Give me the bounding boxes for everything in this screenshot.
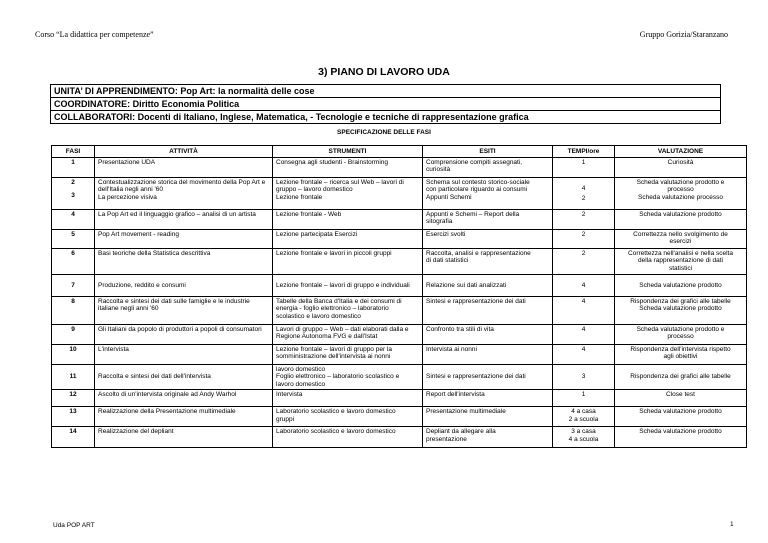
tempi-cell: 4: [553, 297, 615, 325]
valutazione-line: esercizi: [669, 238, 692, 246]
attivita-cell: L'intervista: [95, 345, 273, 365]
strumenti-line: Lavori di gruppo – Web – dati elaborati dalla e: [276, 326, 409, 333]
tempi-cell: 2: [553, 230, 615, 249]
strumenti-cell: [273, 345, 423, 365]
fase-cell: 10: [52, 345, 95, 365]
esiti-line: Appunti e Schemi – Report della: [426, 211, 520, 218]
coordinatore: COORDINATORE: Diritto Economia Politica: [51, 97, 720, 110]
strumenti-cell: Lezione frontale - Web: [273, 210, 423, 230]
tempi-cell: 4: [553, 345, 615, 365]
fase-cell: 1: [52, 158, 95, 178]
valutazione-line: statistici: [668, 264, 693, 272]
header-esiti: ESITI: [423, 146, 553, 158]
attivita-cell: Gli Italiani da popolo di produttori a popoli di consumatori: [95, 325, 273, 345]
esiti-cell: Report dell'intervista: [423, 390, 553, 407]
valutazione-cell: [615, 345, 747, 365]
tempi-line: 2 a scuola: [568, 415, 599, 423]
valutazione-line: processo: [667, 186, 694, 194]
valutazione-cell: [615, 230, 747, 249]
tempi-line: 4 a scuola: [568, 435, 599, 443]
attivita-line: Contestualizzazione storica del movimento della Pop Art e: [98, 179, 266, 186]
valutazione-line: Scheda valutazione processo: [638, 193, 723, 201]
attivita-cell: Pop Art movement - reading: [95, 230, 273, 249]
table-row: [52, 297, 747, 325]
strumenti-cell: Laboratorio scolastico e lavoro domestico: [273, 427, 423, 448]
fase-number: 3: [71, 192, 75, 200]
fase-cell: 6: [52, 249, 95, 275]
strumenti-line: Laboratorio scolastico e lavoro domestico: [276, 408, 396, 416]
valutazione-line: Scheda valutazione prodotto e: [636, 179, 725, 186]
esiti-cell: Relazione sui dati analizzati: [423, 275, 553, 297]
fase-cell: 9: [52, 325, 95, 345]
attivita-cell: La Pop Art ed il linguaggio grafico – analisi di un artista: [95, 210, 273, 230]
attivita-line: italiane negli anni '60: [98, 305, 159, 313]
table-row: [52, 365, 747, 390]
attivita-cell: Realizzazione della Presentazione multimediale: [95, 407, 273, 427]
tempi-line: 3 a casa: [571, 428, 596, 436]
strumenti-line: lavoro domestico: [276, 366, 326, 373]
tempi-cell: 1: [553, 158, 615, 178]
valutazione-line: Rispondenza dei grafici alle tabelle: [630, 298, 731, 305]
strumenti-line: Foglio elettronico – laboratorio scolastico e: [276, 373, 400, 381]
strumenti-line: gruppo – lavoro domestico: [276, 186, 353, 194]
strumenti-cell: [273, 325, 423, 345]
fase-cell: 11: [52, 365, 95, 390]
section-subtitle: SPECIFICAZIONE DELLE FASI: [337, 129, 431, 136]
strumenti-line: Lezione frontale – lavori di gruppo per la: [276, 346, 392, 353]
esiti-cell: Presentazione multimediale: [423, 407, 553, 427]
valutazione-cell: Scheda valutazione prodotto: [615, 210, 747, 230]
tempi-cell: 1: [553, 390, 615, 407]
attivita-cell: Raccolta e sintesi dei dati dell'intervista: [95, 365, 273, 390]
valutazione-line: processo: [667, 333, 694, 341]
esiti-line: Depliant da allegare alla: [426, 428, 496, 436]
tempi-cell: [553, 407, 615, 427]
strumenti-line: Tabelle della Banca d'Italia e dei consumi di: [276, 298, 402, 305]
strumenti-cell: Lezione partecipata Esercizi: [273, 230, 423, 249]
valutazione-line: agli obiettivi: [663, 353, 698, 361]
table-row: [52, 325, 747, 345]
tempi-cell: 2: [553, 249, 615, 275]
table-row: [52, 210, 747, 230]
table-row: [52, 249, 747, 275]
attivita-cell: Ascolto di un'intervista originale ad Andy Warhol: [95, 390, 273, 407]
strumenti-cell: [273, 365, 423, 390]
strumenti-line: somministrazione dell'intervista ai nonni: [276, 353, 391, 361]
tempi-value: 4: [581, 185, 586, 192]
strumenti-line: energia - foglio elettronico – laboratorio: [276, 305, 389, 313]
table-header-row: [52, 146, 747, 158]
tempi-cell: 4: [553, 275, 615, 297]
valutazione-line: Scheda valutazione prodotto e: [636, 326, 725, 333]
valutazione-line: Correttezza nello svolgimento de: [633, 231, 728, 238]
strumenti-cell: Intervista: [273, 390, 423, 407]
valutazione-cell: [615, 178, 747, 210]
uda-info-box: [50, 84, 721, 124]
strumenti-cell: Lezione frontale e lavori in piccoli gruppi: [273, 249, 423, 275]
valutazione-cell: [615, 297, 747, 325]
tempi-cell: [553, 178, 615, 210]
tempi-line: 4 a casa: [571, 408, 596, 416]
valutazione-cell: [615, 249, 747, 275]
table-row: [52, 230, 747, 249]
attivita-cell: Presentazione UDA: [95, 158, 273, 178]
strumenti-cell: [273, 297, 423, 325]
table-row: [52, 390, 747, 407]
esiti-cell: [423, 210, 553, 230]
strumenti-cell: Lezione frontale – lavori di gruppo e individuali: [273, 275, 423, 297]
header-group: Gruppo Gorizia/Staranzano: [639, 30, 728, 39]
header-valutazione: VALUTAZIONE: [615, 146, 747, 158]
valutazione-line: Correttezza nell'analisi e nella scelta: [628, 250, 733, 257]
fase-cell: 5: [52, 230, 95, 249]
uda-title: UNITA’ DI APPRENDIMENTO: Pop Art: la normalità delle cose: [54, 86, 315, 96]
valutazione-line: Rispondenza dell'intervista rispetto: [630, 346, 731, 353]
esiti-cell: [423, 427, 553, 448]
strumenti-cell: [273, 407, 423, 427]
header-strumenti: STRUMENTI: [273, 146, 423, 158]
strumenti-line: Lezione frontale: [276, 193, 323, 201]
esiti-cell: [423, 249, 553, 275]
strumenti-line: Lezione frontale – ricerca sul Web – lavori di: [276, 179, 404, 186]
esiti-cell: [423, 158, 553, 178]
attivita-line: La percezione visiva: [98, 193, 157, 201]
valutazione-cell: Rispondenza dei grafici alle tabelle: [615, 365, 747, 390]
esiti-line: Comprensione compiti assegnati,: [426, 159, 523, 166]
tempi-cell: 2: [553, 210, 615, 230]
fase-cell: 7: [52, 275, 95, 297]
valutazione-cell: [615, 325, 747, 345]
attivita-line: dell'Italia negli anni '60: [98, 186, 163, 194]
esiti-cell: Confronto tra stili di vita: [423, 325, 553, 345]
esiti-line: di dati statistici: [426, 257, 469, 265]
valutazione-line: della rappresentazione di dati: [638, 257, 723, 265]
strumenti-line: gruppi: [276, 415, 295, 423]
table-row: [52, 158, 747, 178]
fase-cell: 14: [52, 427, 95, 448]
attivita-cell: Realizzazione del depliant: [95, 427, 273, 448]
tempi-cell: 3: [553, 365, 615, 390]
tempi-cell: [553, 427, 615, 448]
esiti-line: sitografia: [426, 218, 453, 226]
valutazione-cell: Curiosità: [615, 158, 747, 178]
page-title: 3) PIANO DI LAVORO UDA: [318, 66, 450, 78]
fase-cell: 13: [52, 407, 95, 427]
valutazione-line: Scheda valutazione prodotto: [639, 305, 722, 313]
esiti-cell: Sintesi e rappresentazione dei dati: [423, 297, 553, 325]
strumenti-line: lavoro domestico: [276, 380, 326, 388]
esiti-line: presentazione: [426, 435, 467, 443]
table-row: [52, 275, 747, 297]
attivita-line: Raccolta e sintesi dei dati sulle famiglie e le industrie: [98, 298, 250, 305]
valutazione-cell: Scheda valutazione prodotto: [615, 275, 747, 297]
valutazione-cell: Scheda valutazione prodotto: [615, 427, 747, 448]
attivita-cell: [95, 297, 273, 325]
footer-label: Uda POP ART: [53, 522, 95, 529]
valutazione-cell: Close test: [615, 390, 747, 407]
tempi-value: 2: [581, 195, 586, 203]
esiti-line: curiosità: [426, 166, 451, 174]
header-fasi: FASI: [52, 146, 95, 158]
valutazione-cell: Scheda valutazione prodotto: [615, 407, 747, 427]
fase-number: 2: [71, 179, 75, 186]
table-row: [52, 345, 747, 365]
header-attivita: ATTIVITÀ: [95, 146, 273, 158]
table-row: [52, 178, 747, 210]
fasi-table: [51, 145, 747, 448]
strumenti-line: scolastico e lavoro domestico: [276, 312, 361, 320]
esiti-line: Schema sul contesto storico-sociale: [426, 179, 530, 186]
page-number: 1: [730, 521, 734, 528]
esiti-cell: Sintesi e rappresentazione dei dati: [423, 365, 553, 390]
strumenti-cell: [273, 178, 423, 210]
fase-cell: 12: [52, 390, 95, 407]
strumenti-cell: Consegna agli studenti - Brainstorming: [273, 158, 423, 178]
tempi-cell: 4: [553, 325, 615, 345]
esiti-line: Raccolta, analisi e rappresentazione: [426, 250, 531, 257]
table-row: [52, 427, 747, 448]
fase-cell: 4: [52, 210, 95, 230]
attivita-cell: [95, 178, 273, 210]
collaboratori: COLLABORATORI: Docenti di Italiano, Inglese, Matematica, - Tecnologie e tecniche di rappresentazione grafica: [51, 110, 720, 123]
table-row: [52, 407, 747, 427]
esiti-cell: Esercizi svolti: [423, 230, 553, 249]
header-tempi: TEMPI/ore: [553, 146, 615, 158]
esiti-cell: [423, 178, 553, 210]
esiti-line: Appunti Schemi: [426, 193, 472, 201]
fase-cell: 8: [52, 297, 95, 325]
header-course: Corso “La didattica per competenze”: [35, 30, 154, 39]
attivita-cell: Produzione, reddito e consumi: [95, 275, 273, 297]
strumenti-line: Regione Autonoma FVG e dall'Istat: [276, 333, 378, 341]
fase-cell: [52, 178, 95, 210]
attivita-cell: Basi teoriche della Statistica descrittiva: [95, 249, 273, 275]
esiti-cell: Intervista ai nonni: [423, 345, 553, 365]
esiti-line: con particolare riguardo ai consumi: [426, 186, 528, 194]
